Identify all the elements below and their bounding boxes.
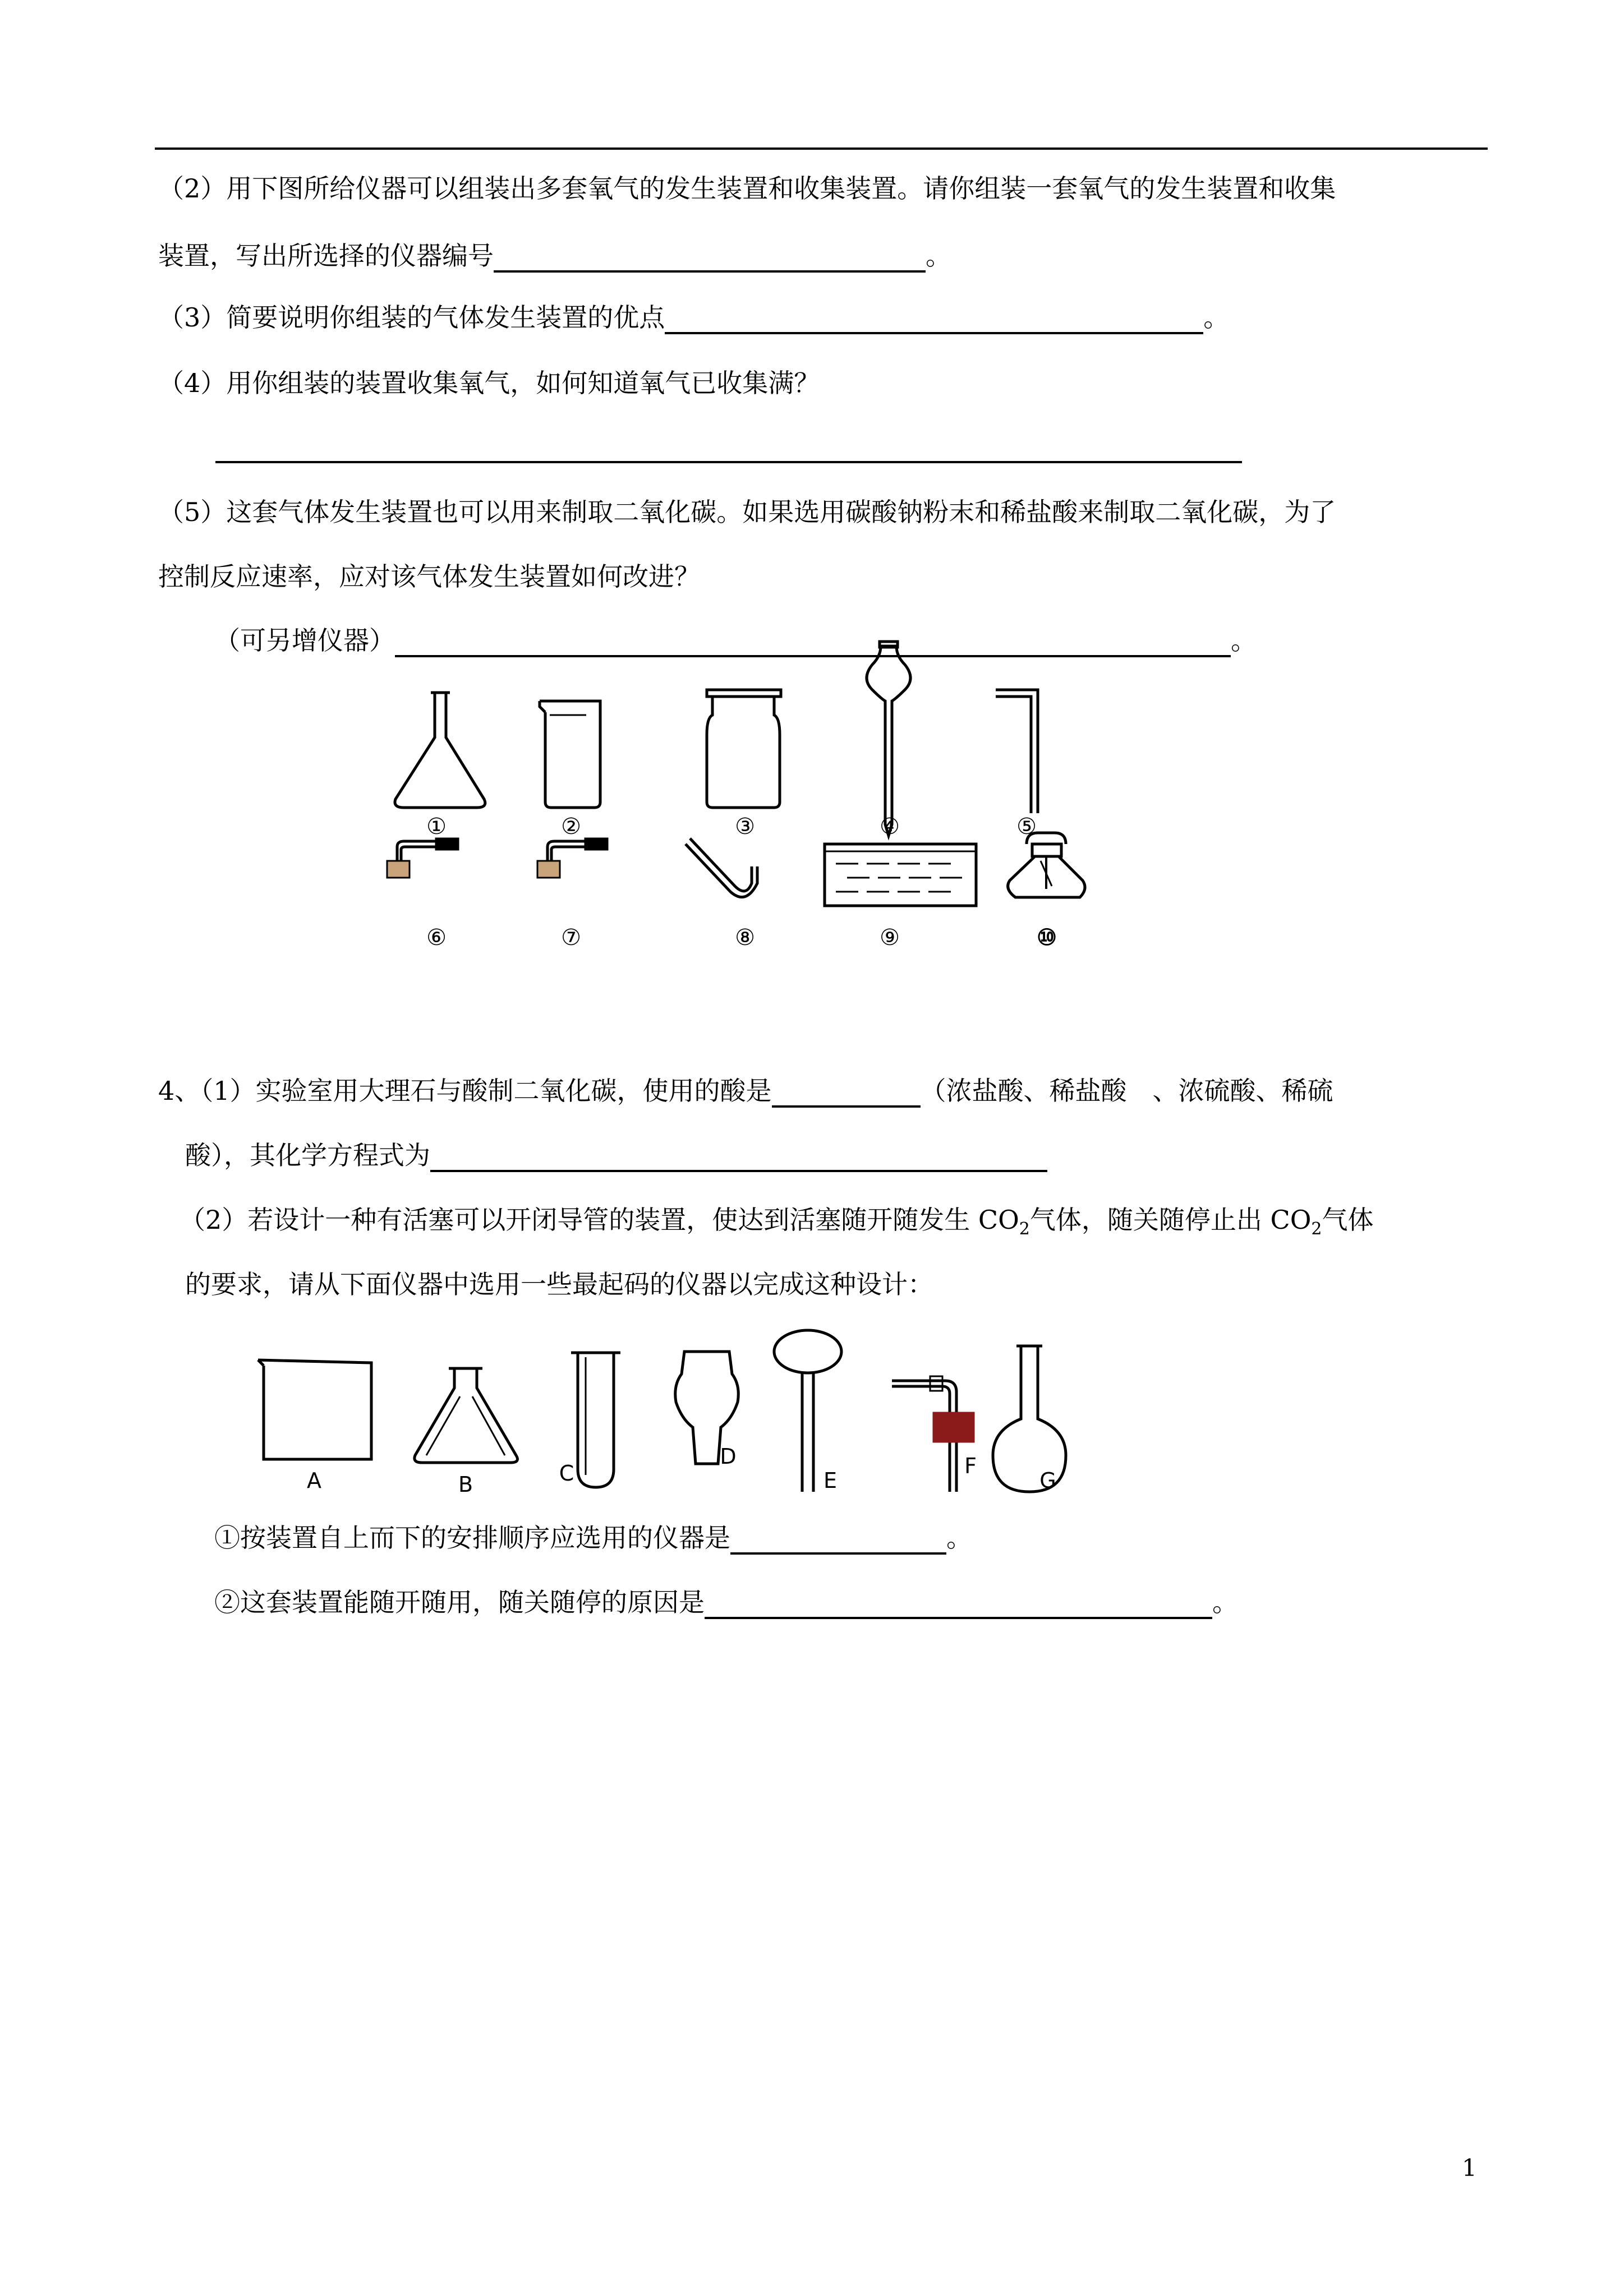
q3-part2-prompt: 装置，写出所选择的仪器编号 xyxy=(158,241,494,271)
q4-sub1-end: 。 xyxy=(946,1523,972,1553)
q4-sub2-prompt: ②这套装置能随开随用，随关随停的原因是 xyxy=(214,1587,705,1617)
q4-part1-options: （浓盐酸、稀盐酸 、浓硫酸、稀硫 xyxy=(920,1076,1333,1106)
q4-part1-line2 xyxy=(185,1138,1047,1172)
apparatus-label-3: ③ xyxy=(735,814,755,840)
q4-part1-acid-blank[interactable] xyxy=(772,1078,921,1108)
apparatus-label-g: G xyxy=(1039,1468,1056,1493)
q4-part2-subscript-2: 2 xyxy=(1311,1219,1322,1239)
q4-sub1-prompt: ①按装置自上而下的安排顺序应选用的仪器是 xyxy=(214,1523,730,1553)
q3-part2-end: 。 xyxy=(926,241,951,271)
page-number: 1 xyxy=(1462,2154,1477,2182)
j-tube-icon xyxy=(686,838,757,897)
q4-part1-line1 xyxy=(158,1074,1333,1108)
q3-part2-answer-blank[interactable] xyxy=(494,243,926,273)
apparatus-label-10: ⑩ xyxy=(1037,924,1057,951)
bent-tube-icon xyxy=(996,690,1038,813)
apparatus-label-8: ⑧ xyxy=(735,925,755,951)
q3-part5-end: 。 xyxy=(1231,625,1257,656)
q3-part4-answer-line[interactable] xyxy=(215,461,1242,463)
q4-sub1-answer-blank[interactable] xyxy=(730,1525,946,1555)
apparatus-label-5: ⑤ xyxy=(1016,814,1037,840)
q4-part1-equation-prompt: 酸），其化学方程式为 xyxy=(185,1140,430,1170)
q4-part2-line1 xyxy=(180,1203,1374,1246)
q4-part1-equation-blank[interactable] xyxy=(430,1143,1047,1172)
apparatus-figure-2-drawing xyxy=(247,1329,1156,1497)
apparatus-figure-1-drawing xyxy=(365,639,1128,953)
conical-flask-icon xyxy=(395,693,485,808)
apparatus-label-f: F xyxy=(964,1454,977,1478)
gas-jar-icon xyxy=(707,690,781,808)
apparatus-label-2: ② xyxy=(561,814,581,840)
beaker-a-icon xyxy=(258,1360,371,1459)
q4-part2-text-b: 气体，随关随停止出 CO xyxy=(1029,1205,1312,1235)
apparatus-label-7: ⑦ xyxy=(561,925,581,951)
q3-part2-line1: （2）用下图所给仪器可以组装出多套氧气的发生装置和收集装置。请你组装一套氧气的发生装置和收集 xyxy=(158,173,1336,204)
apparatus-label-6: ⑥ xyxy=(426,925,447,951)
q3-part4-prompt: （4）用你组装的装置收集氧气，如何知道氧气已收集满？ xyxy=(158,368,820,398)
funnel-e-icon xyxy=(774,1330,841,1492)
q4-part2-line2: 的要求，请从下面仪器中选用一些最起码的仪器以完成这种设计： xyxy=(185,1269,933,1299)
apparatus-figure-2 xyxy=(247,1329,1156,1497)
q4-sub2-answer-blank[interactable] xyxy=(705,1590,1212,1619)
apparatus-label-b: B xyxy=(458,1472,473,1497)
apparatus-label-d: D xyxy=(720,1444,737,1469)
thistle-funnel-icon xyxy=(867,642,910,836)
q3-part5-hint: （可另增仪器） xyxy=(214,625,395,656)
q4-sub1 xyxy=(214,1521,972,1555)
apparatus-label-e: E xyxy=(823,1468,837,1493)
q3-part3 xyxy=(158,301,1229,334)
header-rule xyxy=(155,147,1488,150)
q4-part2-subscript-1: 2 xyxy=(1019,1219,1030,1239)
q4-sub2-end: 。 xyxy=(1212,1587,1238,1617)
q4-part1-prompt: 4、（1）实验室用大理石与酸制二氧化碳，使用的酸是 xyxy=(158,1076,772,1106)
q3-part3-end: 。 xyxy=(1203,302,1230,333)
q3-part3-answer-blank[interactable] xyxy=(665,305,1203,334)
apparatus-label-9: ⑨ xyxy=(880,925,900,951)
beaker-icon xyxy=(540,701,600,808)
apparatus-label-c: C xyxy=(559,1461,574,1486)
q4-part2-text-c: 气体 xyxy=(1322,1205,1374,1235)
q4-part2-text-a: （2）若设计一种有活塞可以开闭导管的装置，使达到活塞随开随发生 CO xyxy=(180,1205,1019,1235)
water-trough-icon xyxy=(825,844,976,906)
q3-part5-line1: （5）这套气体发生装置也可以用来制取二氧化碳。如果选用碳酸钠粉末和稀盐酸来制取二氧化碳，为了 xyxy=(158,497,1336,527)
q3-part5-line2: 控制反应速率，应对该气体发生装置如何改进？ xyxy=(158,561,700,592)
alcohol-lamp-icon xyxy=(1008,833,1085,897)
apparatus-label-a: A xyxy=(307,1468,321,1493)
apparatus-label-4: ④ xyxy=(880,814,900,840)
q4-sub2 xyxy=(214,1585,1238,1619)
conical-flask-b-icon xyxy=(415,1368,518,1463)
apparatus-figure-1 xyxy=(365,639,1128,953)
q3-part2-line2 xyxy=(158,239,951,273)
q3-part3-prompt: （3）简要说明你组装的气体发生装置的优点 xyxy=(158,302,665,333)
stopper-with-tube-2-icon xyxy=(537,839,607,878)
stopper-with-tube-icon xyxy=(387,839,458,878)
apparatus-label-1: ① xyxy=(426,814,447,840)
